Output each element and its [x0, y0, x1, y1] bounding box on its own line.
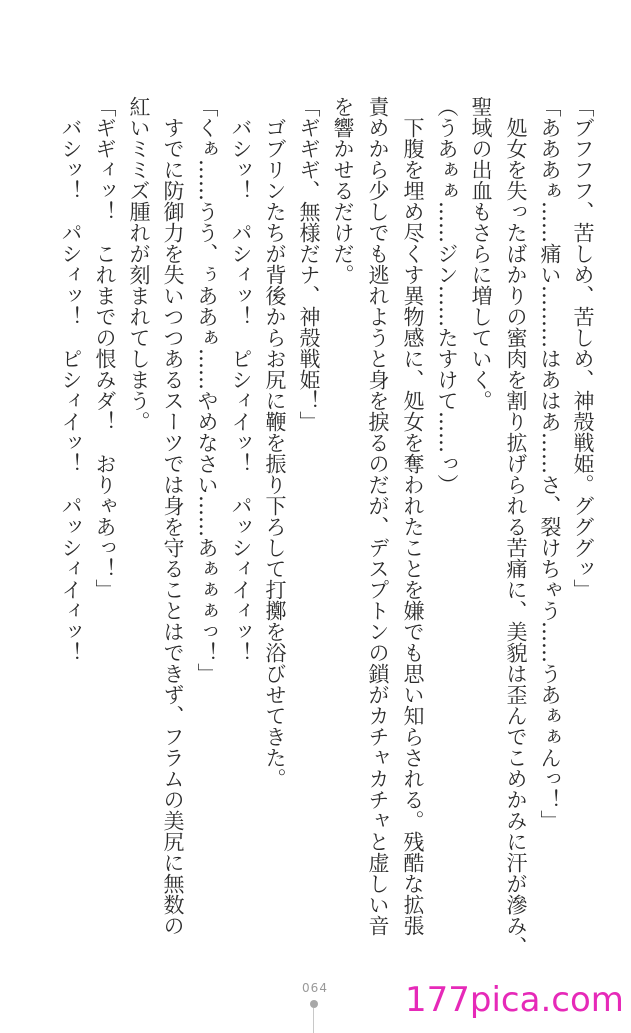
watermark-text: 177pica.com: [405, 980, 624, 1020]
page-marker-line: [313, 1008, 314, 1033]
text-column: 紅いミミズ腫れが刻まれてしまう。: [127, 96, 151, 432]
text-column: 聖域の出血もさらに増していく。: [469, 96, 493, 411]
text-column: バシッ！ パシィッ！ ピシィイッ！ パッシィイィッ！: [59, 117, 83, 663]
text-column: ゴブリンたちが背後からお尻に鞭を振り下ろして打擲を浴びせてきた。: [263, 117, 287, 789]
page-number: 064: [302, 981, 328, 995]
text-column: を響かせるだけだ。: [331, 96, 355, 285]
text-column: 「ギギギ、無様だナ、神殻戦姫！」: [297, 96, 321, 432]
text-column: すでに防御力を失いつつあるスーツでは身を守ることはできず、フラムの美尻に無数の: [161, 117, 185, 936]
text-column: バシッ！ パシィッ！ ピシィイッ！ パッシィイィッ！: [229, 117, 253, 663]
text-column: 「あああぁ……痛い………はあはあ……さ、裂けちゃう……うあぁぁんっ！」: [538, 96, 562, 831]
text-column: （うあぁぁ……ジン……たすけて……っ）: [435, 96, 459, 495]
text-column: 「ギギィッ！ これまでの恨みダ！ おりゃあっ！」: [93, 96, 117, 600]
page-marker-dot: [310, 1000, 318, 1008]
text-column: 「ブフフフ、苦しめ、苦しめ、神殻戦姫。グググッ」: [571, 96, 595, 600]
text-column: 下腹を埋め尽くす異物感に、処女を奪われたことを嫌でも思い知らされる。残酷な拡張: [401, 117, 425, 936]
text-column: 処女を失ったばかりの蜜肉を割り拡げられる苦痛に、美貌は歪んでこめかみに汗が滲み、: [504, 117, 528, 957]
text-column: 「くぁ……うう、ぅああぁ……やめなさい……あぁぁぁっ！」: [195, 96, 219, 684]
text-column: 責めから少しでも逃れようと身を捩るのだが、デスプトンの鎖がカチャカチャと虚しい音: [366, 96, 390, 936]
